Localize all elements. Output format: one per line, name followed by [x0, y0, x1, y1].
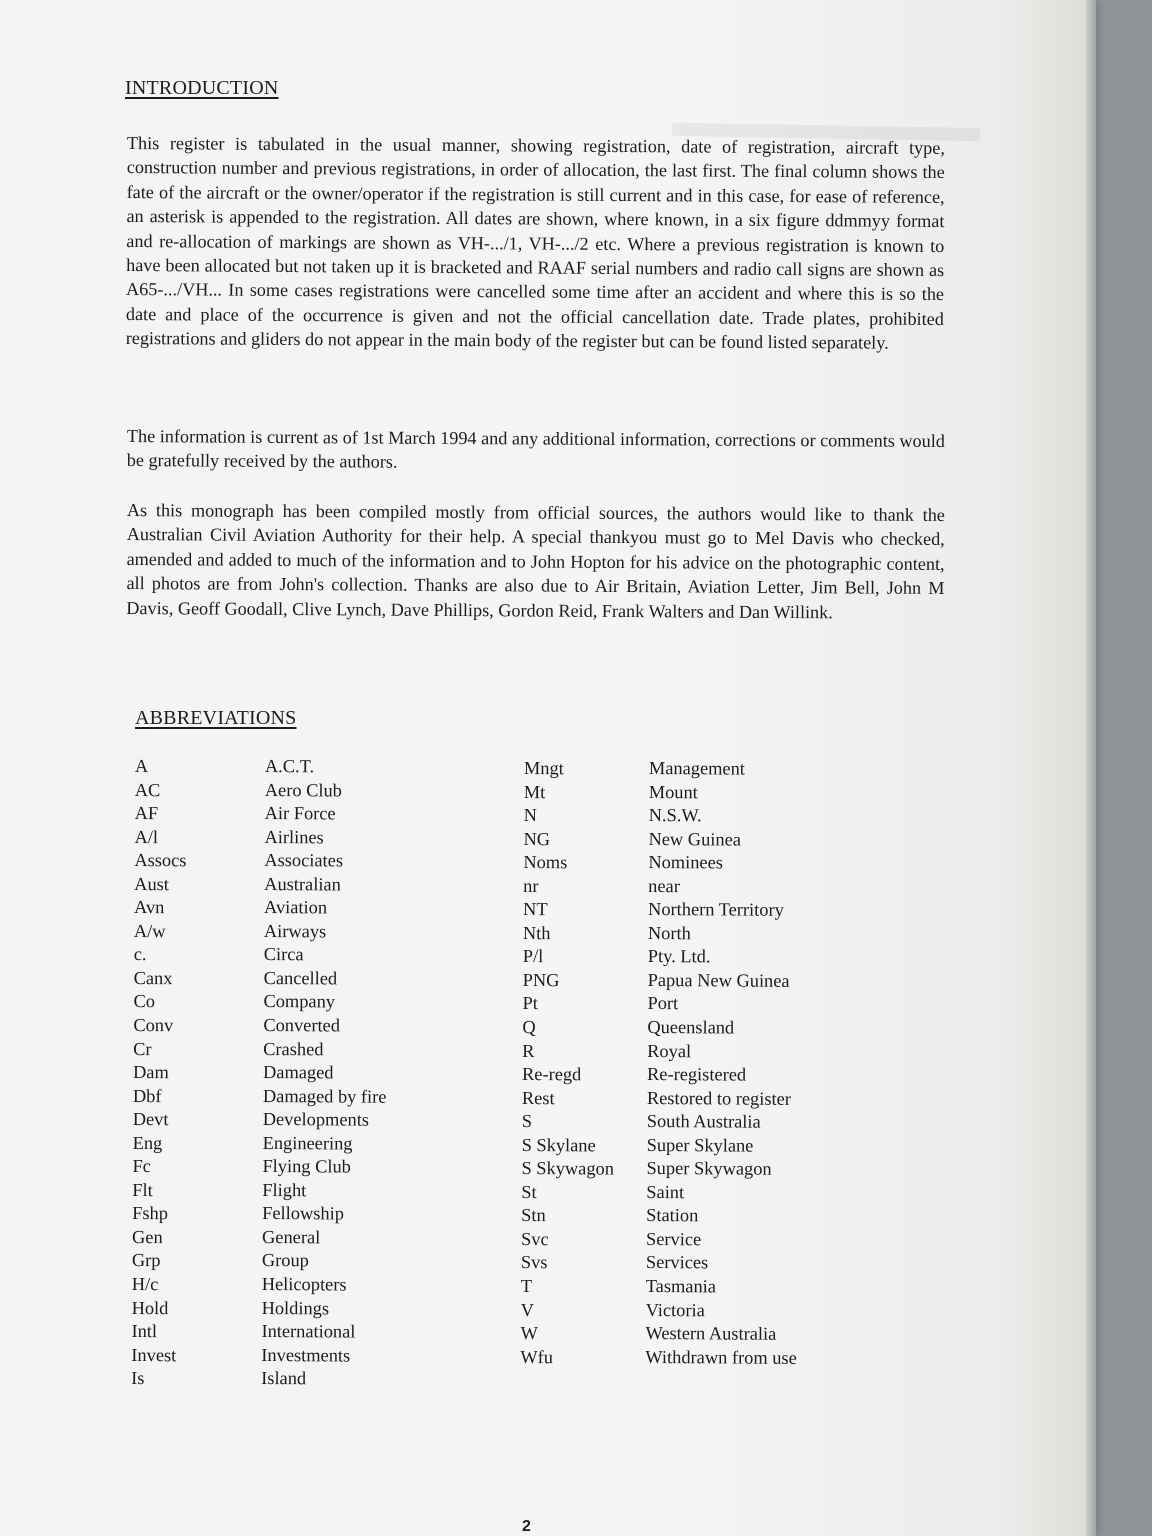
abbreviation-term: Conv: [133, 1015, 174, 1036]
abbreviation-meaning: New Guinea: [648, 828, 741, 850]
abbreviation-meaning: Company: [263, 991, 336, 1012]
abbreviation-term: Re-regd: [522, 1064, 582, 1085]
abbreviation-meaning: Converted: [263, 1015, 341, 1036]
introduction-paragraph-1: This register is tabulated in the usual manner, showing registration, date of registration, aircraft type, construction number and previous registrations, in order of allocation, the last first. The final column shows the fate of the aircraft or the owner/operator if the registration is still current and in this case, for ease of reference, an asterisk is appended to the registration. All dates are shown, where known, in a six figure ddmmyy format and re-allocation of markings are shown as VH-.../1, VH-.../2 etc. Where a previous registration is known to have been allocated but not taken up it is bracketed and RAAF serial numbers and radio call signs are shown as A65-.../VH... In some cases registrations were cancelled some time after an accident and where this is so the date and place of the occurrence is given and not the official cancellation date. Trade plates, prohibited registrations and gliders do not appear in the main body of the register but can be found listed separately.: [125, 132, 945, 353]
abbreviation-term: NT: [523, 899, 548, 920]
abbreviation-term: Is: [131, 1368, 145, 1389]
abbreviation-meaning: Western Australia: [645, 1323, 777, 1344]
abbreviation-meaning: Station: [646, 1205, 699, 1226]
abbreviation-meaning: Super Skywagon: [646, 1158, 772, 1180]
abbreviation-meaning: Island: [261, 1368, 307, 1389]
abbreviation-meaning: South Australia: [646, 1111, 761, 1132]
abbreviation-term: Intl: [131, 1321, 158, 1342]
abbreviation-meaning: Restored to register: [646, 1087, 792, 1109]
abbreviation-meaning: Aviation: [264, 897, 328, 918]
abbreviation-meaning: N.S.W.: [648, 805, 702, 826]
abbreviation-term: P/l: [522, 946, 544, 967]
abbreviation-meaning: Re-registered: [647, 1064, 747, 1085]
abbreviation-meaning: Australian: [264, 873, 341, 895]
abbreviation-meaning: Saint: [646, 1181, 685, 1203]
abbreviation-column-right: [520, 757, 616, 1370]
abbreviation-meaning: Crashed: [263, 1038, 324, 1059]
abbreviation-term: N: [523, 805, 537, 826]
binding-spine: [1086, 0, 1096, 1536]
abbreviation-meaning: Queensland: [647, 1017, 735, 1038]
abbreviation-meaning: Pty. Ltd.: [647, 946, 711, 967]
abbreviation-meaning: Engineering: [262, 1132, 353, 1154]
abbreviation-meaning: Associates: [264, 850, 344, 871]
abbreviation-meaning: Royal: [647, 1040, 692, 1061]
abbreviation-term: c.: [133, 944, 147, 965]
abbreviation-meaning: Air Force: [264, 803, 336, 824]
abbreviation-term: Aust: [134, 873, 170, 894]
abbreviation-term: Co: [133, 991, 156, 1012]
abbreviation-term: Mngt: [523, 758, 564, 779]
abbreviation-meaning: Tasmania: [645, 1276, 717, 1297]
abbreviation-meaning: Victoria: [645, 1299, 705, 1320]
abbreviation-meaning: North: [647, 922, 691, 944]
abbreviation-meaning: Investments: [261, 1344, 351, 1366]
abbreviation-term: Avn: [134, 897, 165, 918]
abbreviation-meaning: Super Skylane: [646, 1134, 754, 1156]
abbreviation-meaning: A.C.T.: [264, 756, 315, 777]
abbreviation-term: St: [521, 1181, 537, 1202]
abbreviation-term: Assocs: [134, 850, 187, 871]
abbreviation-term: T: [520, 1276, 533, 1297]
abbreviation-term: AC: [134, 779, 161, 800]
abbreviation-meaning: Papua New Guinea: [647, 969, 790, 991]
abbreviation-term: Invest: [131, 1344, 177, 1365]
abbreviation-meaning: Nominees: [648, 852, 723, 873]
abbreviation-meaning: Group: [261, 1250, 309, 1271]
abbreviation-term: A/w: [133, 920, 166, 942]
abbreviation-meaning: Services: [645, 1252, 709, 1273]
abbreviation-term: Dbf: [132, 1085, 162, 1106]
abbreviation-meaning: Airways: [263, 920, 327, 942]
abbreviation-meaning: Northern Territory: [648, 899, 784, 921]
abbreviation-term: Wfu: [520, 1346, 554, 1367]
abbreviation-meaning: Airlines: [264, 826, 324, 848]
abbreviation-meaning: Cancelled: [263, 967, 338, 989]
abbreviation-term: Hold: [131, 1297, 169, 1318]
abbreviation-term: Svc: [520, 1228, 549, 1250]
meaning-column-left: [261, 755, 388, 1392]
abbreviation-meaning: Mount: [648, 781, 698, 802]
abbreviation-term: Nth: [522, 922, 551, 943]
abbreviation-term: Svs: [520, 1252, 548, 1273]
abbreviation-term: Grp: [131, 1250, 161, 1271]
abbreviation-term: Flt: [132, 1179, 153, 1200]
abbreviation-meaning: Helicopters: [261, 1274, 347, 1295]
abbreviation-term: Canx: [133, 967, 173, 989]
abbreviation-meaning: Management: [648, 758, 746, 779]
abbreviation-meaning: Circa: [263, 944, 304, 965]
abbreviation-meaning: Damaged by fire: [262, 1085, 387, 1107]
abbreviation-term: Stn: [521, 1205, 546, 1226]
abbreviation-term: S: [521, 1111, 533, 1132]
abbreviation-term: Noms: [523, 852, 568, 873]
abbreviation-term: A/l: [134, 826, 159, 847]
abbreviation-term: W: [520, 1323, 538, 1344]
abbreviation-term: Rest: [521, 1087, 555, 1108]
introduction-paragraph-3: As this monograph has been compiled mostly from official sources, the authors would like to thank the Australian Civil Aviation Authority for their help. A special thankyou must go to Mel Davis who checked, amended and added to much of the information and to John Hopton for his advice on the photographic content, all photos are from John's collection. Thanks are also due to Air Britain, Aviation Letter, Jim Bell, John M Davis, Geoff Goodall, Clive Lynch, Dave Phillips, Gordon Reid, Frank Walters and Dan Willink.: [126, 499, 945, 622]
abbreviation-meaning: Developments: [262, 1109, 370, 1130]
abbreviation-term: Eng: [132, 1132, 163, 1153]
abbreviation-term: Devt: [132, 1109, 169, 1130]
abbreviation-term: S Skylane: [521, 1134, 596, 1156]
abbreviation-term: S Skywagon: [521, 1158, 615, 1179]
abbreviation-term: A: [134, 756, 149, 777]
abbreviation-meaning: Withdrawn from use: [645, 1346, 797, 1368]
abbreviation-term: Mt: [523, 781, 546, 802]
abbreviation-meaning: Damaged: [263, 1062, 334, 1083]
abbreviation-term: Gen: [131, 1226, 163, 1248]
abbreviation-term: R: [522, 1040, 535, 1061]
abbreviation-term: Fc: [132, 1156, 151, 1177]
abbreviation-meaning: General: [261, 1226, 321, 1248]
abbreviation-meaning: Flying Club: [262, 1156, 351, 1177]
abbreviation-meaning: near: [648, 875, 680, 896]
introduction-heading: INTRODUCTION: [125, 77, 279, 99]
abbreviation-term: Fshp: [132, 1203, 169, 1224]
abbreviation-term: NG: [523, 828, 551, 849]
abbreviation-term: Dam: [133, 1062, 169, 1083]
abbreviation-term: nr: [523, 875, 539, 896]
abbreviation-term: H/c: [131, 1274, 159, 1295]
abbreviation-term: V: [520, 1299, 534, 1320]
abbreviation-meaning: Holdings: [261, 1297, 330, 1318]
abbreviation-term: PNG: [522, 969, 560, 991]
meaning-column-right: [645, 757, 800, 1370]
abbreviation-term: Cr: [133, 1038, 152, 1059]
abbreviation-meaning: Fellowship: [262, 1203, 345, 1224]
introduction-paragraph-2: The information is current as of 1st March 1994 and any additional information, corrections or comments would be gratefully received by the authors.: [126, 425, 945, 473]
abbreviation-meaning: Service: [645, 1228, 702, 1250]
abbreviation-meaning: International: [261, 1321, 356, 1342]
abbreviation-meaning: Port: [647, 993, 679, 1014]
page-number: 2: [522, 1518, 531, 1535]
abbreviation-term: Pt: [522, 993, 538, 1014]
abbreviations-heading: ABBREVIATIONS: [135, 707, 297, 729]
abbreviation-meaning: Aero Club: [264, 779, 342, 801]
abbreviation-term: AF: [134, 803, 159, 824]
abbreviation-term: Q: [522, 1017, 536, 1038]
abbreviation-column-left: [131, 755, 187, 1391]
abbreviation-meaning: Flight: [262, 1179, 307, 1201]
show-through-watermark: ▬▬▬▬▬▬▬: [671, 96, 981, 152]
